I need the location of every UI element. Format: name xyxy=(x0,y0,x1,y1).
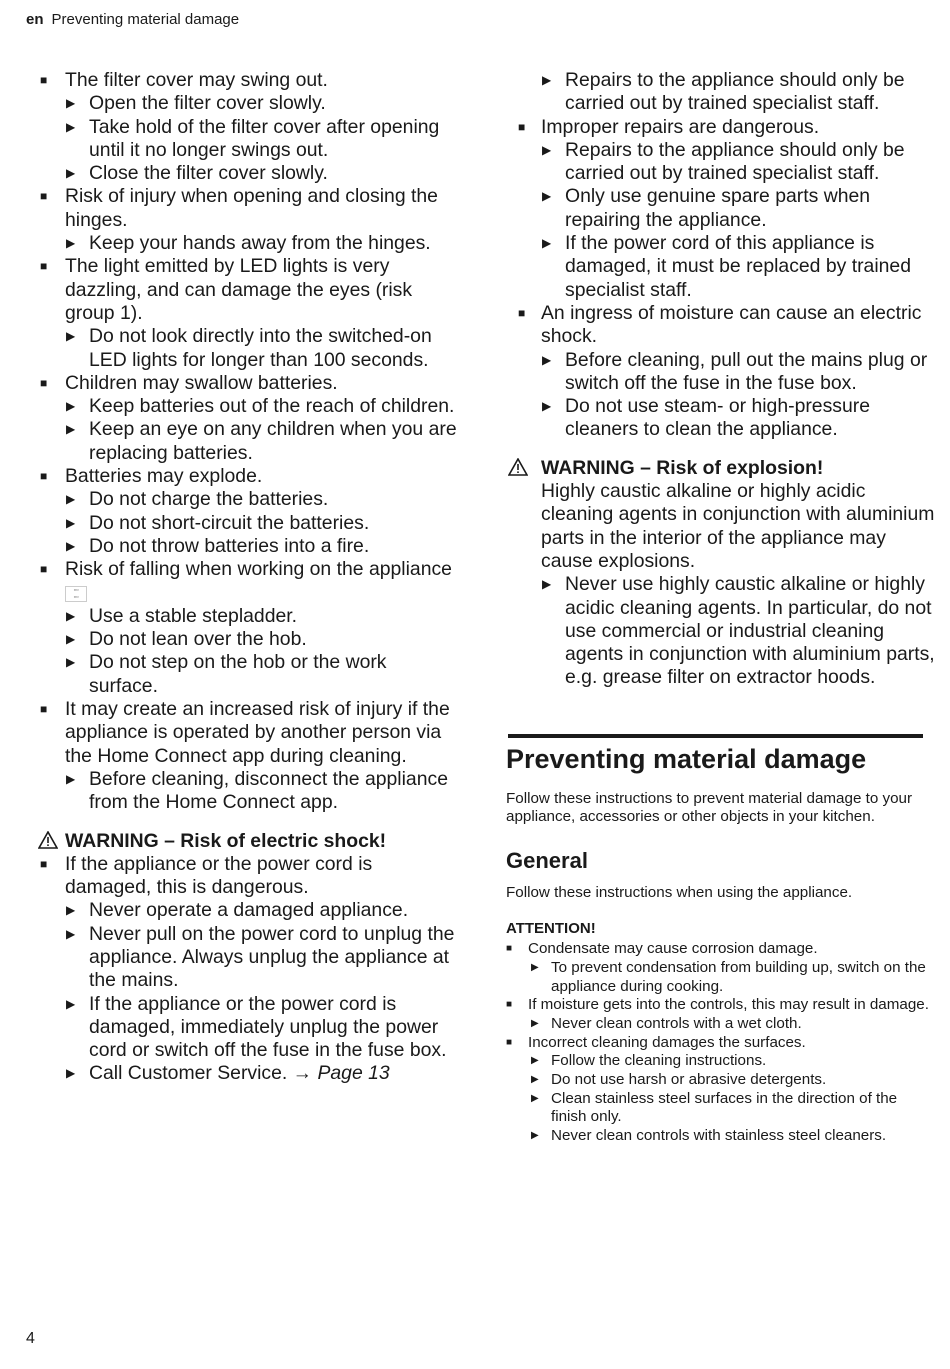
step-arrow-icon: ▶ xyxy=(66,515,76,530)
step-arrow-icon: ▶ xyxy=(542,73,552,87)
section-intro: Follow these instructions to prevent material damage to your appliance, accessories or other objects in your kitchen. xyxy=(506,789,913,826)
step-item: ▶ Never pull on the power cord to unplug the appliance. Always unplug the appliance at the mains. xyxy=(66,922,455,992)
step-arrow-icon: ▶ xyxy=(66,608,76,623)
list-item: ■ The light emitted by LED lights is very dazzling, and can damage the eyes (risk group 1). xyxy=(40,255,413,324)
list-item: ■ If moisture gets into the controls, this may result in damage. xyxy=(506,996,929,1014)
step-item: ▶ Only use genuine spare parts when repairing the appliance. xyxy=(542,185,871,231)
step-arrow-icon: ▶ xyxy=(542,142,552,157)
step-item: ▶ Call Customer Service. → Page 13 xyxy=(66,1062,390,1085)
bullet-icon: ■ xyxy=(40,469,48,484)
step-item: ▶ Take hold of the filter cover after opening until it no longer swings out. xyxy=(66,115,440,161)
subsection-intro: Follow these instructions when using the appliance. xyxy=(506,884,853,902)
step-arrow-icon: ▶ xyxy=(66,632,76,647)
step-arrow-icon: ▶ xyxy=(542,236,552,251)
list-item: ■ The filter cover may swing out. xyxy=(40,69,328,91)
step-arrow-icon: ▶ xyxy=(66,1066,76,1081)
step-arrow-icon: ▶ xyxy=(66,119,76,134)
step-item: ▶ Follow the cleaning instructions. xyxy=(531,1052,767,1070)
page-reference-link[interactable]: → Page 13 xyxy=(292,1062,390,1085)
bullet-icon: ■ xyxy=(506,943,513,955)
step-item: ▶ Do not step on the hob or the work surface. xyxy=(66,651,387,697)
list-item: ■ It may create an increased risk of injury if the appliance is operated by another person via the Home Connect app during cleaning. xyxy=(40,698,450,767)
section-rule xyxy=(508,734,923,738)
step-arrow-icon: ▶ xyxy=(66,771,76,786)
bullet-icon: ■ xyxy=(40,189,48,204)
step-arrow-icon: ▶ xyxy=(66,996,76,1011)
step-arrow-icon: ▶ xyxy=(542,399,552,414)
step-arrow-icon: ▶ xyxy=(66,236,76,251)
step-arrow-icon: ▶ xyxy=(542,189,552,204)
step-arrow-icon: ▶ xyxy=(531,1017,539,1029)
step-arrow-icon: ▶ xyxy=(531,1130,539,1142)
step-arrow-icon: ▶ xyxy=(66,329,76,344)
step-item: ▶ Never clean controls with stainless steel cleaners. xyxy=(531,1127,887,1145)
step-item: ▶ Never clean controls with a wet cloth. xyxy=(531,1014,802,1032)
page-number: 4 xyxy=(26,1330,35,1347)
bullet-icon: ■ xyxy=(506,999,513,1011)
step-arrow-icon: ▶ xyxy=(531,1055,539,1067)
list-item: ■ Risk of injury when opening and closing the hinges. xyxy=(40,185,438,231)
list-item: ■ Batteries may explode. xyxy=(40,465,263,488)
brand-name: Home Connect xyxy=(97,744,227,767)
bullet-icon: ■ xyxy=(40,856,48,871)
step-item: ▶ If the power cord of this appliance is damaged, it must be replaced by trained specialist staff. xyxy=(542,232,912,301)
step-item: ▶ Never use highly caustic alkaline or highly acidic cleaning agents. In particular, do not use commercial or industrial cleaning agents in conjunction with aluminium parts, e.g. grease filter on extractor hoods. xyxy=(542,573,935,689)
step-item: ▶ If the appliance or the power cord is damaged, immediately unplug the power cord or switch off the fuse in the fuse box. xyxy=(66,992,447,1062)
list-item: ■ Incorrect cleaning damages the surfaces. xyxy=(506,1033,806,1051)
warning-triangle-icon xyxy=(508,458,528,482)
page-header xyxy=(26,11,239,28)
list-item: ■ Condensate may cause corrosion damage. xyxy=(506,940,818,958)
step-arrow-icon: ▶ xyxy=(542,577,552,592)
attention-label: ATTENTION! xyxy=(506,919,596,937)
step-item: ▶ Do not short-circuit the batteries. xyxy=(66,511,370,534)
header-title: Preventing material damage xyxy=(51,11,240,28)
step-item: ▶ Close the filter cover slowly. xyxy=(66,162,328,185)
step-item: ▶ Use a stable stepladder. xyxy=(66,604,298,627)
step-item: ▶ Do not look directly into the switched-on LED lights for longer than 100 seconds. xyxy=(66,325,432,371)
bullet-icon: ■ xyxy=(40,73,48,87)
warning-triangle-icon xyxy=(38,831,58,855)
subsection-title: General xyxy=(506,848,588,874)
step-item: ▶ Repairs to the appliance should only be carried out by trained specialist staff. xyxy=(542,138,905,185)
step-item: ▶ Clean stainless steel surfaces in the direction of the finish only. xyxy=(531,1089,898,1126)
step-arrow-icon: ▶ xyxy=(66,492,76,507)
step-arrow-icon: ▶ xyxy=(66,903,76,918)
step-item: ▶ Repairs to the appliance should only be carried out by trained specialist staff. xyxy=(542,69,905,115)
list-item: ■ An ingress of moisture can cause an electric shock. xyxy=(518,301,922,348)
step-item: ▶ Do not use harsh or abrasive detergents. xyxy=(531,1071,827,1089)
step-arrow-icon: ▶ xyxy=(542,352,552,367)
step-item: ▶ Keep an eye on any children when you are replacing batteries. xyxy=(66,418,457,464)
list-item: ■ If the appliance or the power cord is damaged, this is dangerous. xyxy=(40,852,373,899)
bullet-icon: ■ xyxy=(518,119,526,134)
step-item: ▶ Do not use steam- or high-pressure cleaners to clean the appliance. xyxy=(542,395,871,441)
step-arrow-icon: ▶ xyxy=(66,166,76,181)
step-item: ▶ Before cleaning, disconnect the appliance from the Home Connect app. xyxy=(66,767,448,814)
right-column xyxy=(506,69,936,1146)
step-item: ▶ Open the filter cover slowly. xyxy=(66,92,326,115)
warning-heading: WARNING – Risk of electric shock! xyxy=(38,830,460,853)
language-code: en xyxy=(26,11,44,28)
step-item: ▶ Do not throw batteries into a fire. xyxy=(66,534,370,557)
step-item: ▶ Keep batteries out of the reach of children. xyxy=(66,395,455,418)
step-arrow-icon: ▶ xyxy=(66,422,76,437)
step-item: ▶ Do not lean over the hob. xyxy=(66,628,307,651)
section-title: Preventing material damage xyxy=(506,743,867,774)
step-item: ▶ Before cleaning, pull out the mains plug or switch off the fuse in the fuse box. xyxy=(542,348,928,394)
step-arrow-icon: ▶ xyxy=(66,538,76,553)
bullet-icon: ■ xyxy=(40,259,48,274)
step-item: ▶ Never operate a damaged appliance. xyxy=(66,899,409,922)
brand-name: Home Connect xyxy=(165,791,295,814)
step-item: ▶ To prevent condensation from building up, switch on the appliance during cooking. xyxy=(531,958,926,995)
step-arrow-icon: ▶ xyxy=(531,961,539,973)
step-item: ▶ Do not charge the batteries. xyxy=(66,488,329,511)
step-arrow-icon: ▶ xyxy=(66,399,76,414)
list-item: ■ Improper repairs are dangerous. xyxy=(518,115,820,138)
step-arrow-icon: ▶ xyxy=(531,1092,539,1104)
left-column xyxy=(38,69,460,1086)
bullet-icon: ■ xyxy=(506,1036,513,1048)
list-item: ■ Risk of falling when working on the appliance xyxy=(40,558,452,581)
bullet-icon: ■ xyxy=(40,562,48,577)
bullet-icon: ■ xyxy=(518,305,526,320)
warning-body: Highly caustic alkaline or highly acidic cleaning agents in conjunction with aluminium parts in the interior of the appliance may cause explosions. xyxy=(541,480,935,572)
step-arrow-icon: ▶ xyxy=(531,1074,539,1086)
hob-icon: ▫▫ ▫▫ xyxy=(38,582,460,605)
list-item: ■ Children may swallow batteries. xyxy=(40,371,338,394)
step-arrow-icon: ▶ xyxy=(66,655,76,670)
step-item: ▶ Keep your hands away from the hinges. xyxy=(66,232,431,255)
step-arrow-icon: ▶ xyxy=(66,96,76,111)
bullet-icon: ■ xyxy=(40,702,48,717)
step-arrow-icon: ▶ xyxy=(66,926,76,941)
bullet-icon: ■ xyxy=(40,375,48,390)
warning-heading: WARNING – Risk of explosion! xyxy=(506,457,936,480)
